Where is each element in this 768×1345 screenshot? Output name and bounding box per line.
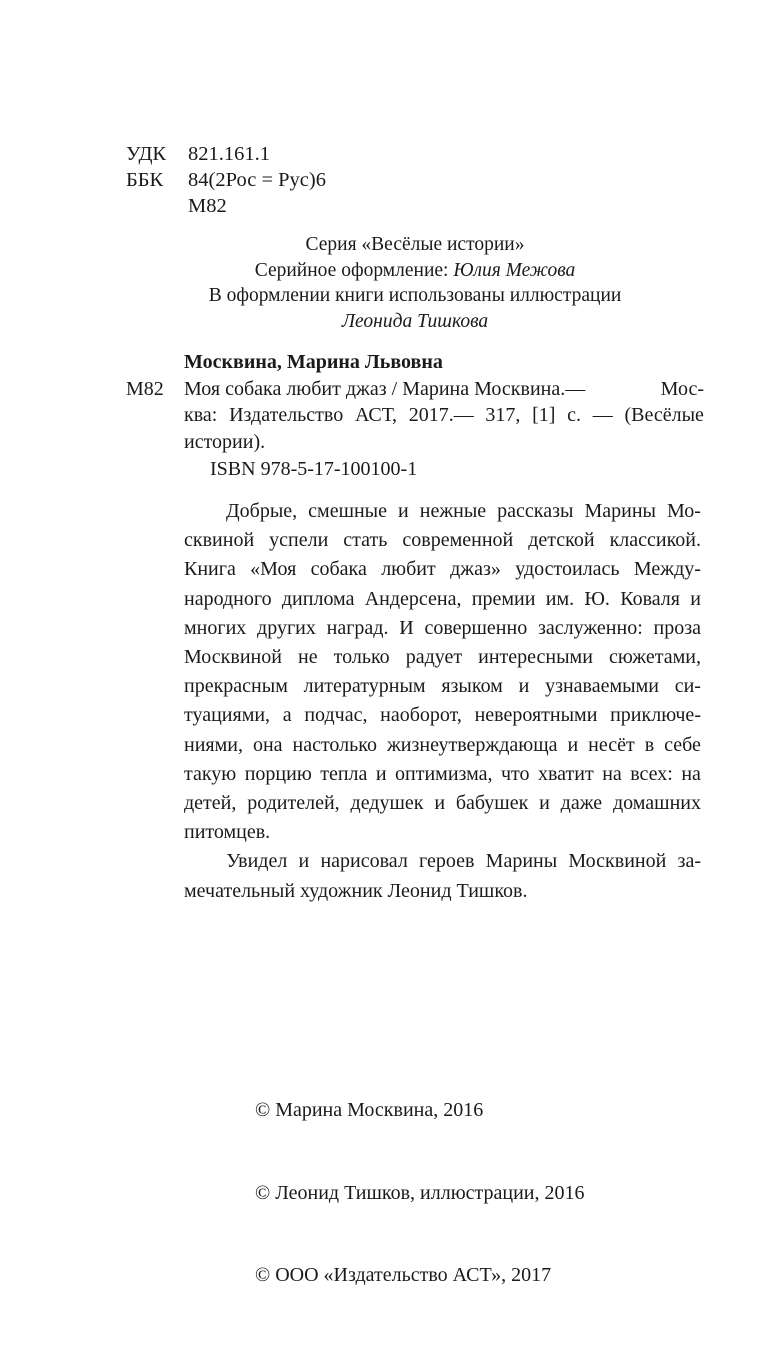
annotation-word: современной	[402, 529, 514, 552]
annotation-word: успели	[269, 529, 329, 552]
annotation-word: Книга	[184, 558, 236, 581]
annotation-word: наоборот,	[380, 704, 462, 727]
shelf-mark-biblio: М82	[126, 377, 164, 400]
annotation-word: сюжетами,	[608, 646, 701, 669]
annotation-word: си-	[674, 675, 701, 698]
annotation-word: подчас,	[304, 704, 368, 727]
annotation-word: и	[567, 733, 579, 756]
annotation-word: языком	[441, 675, 503, 698]
annotation-word: себе	[664, 733, 701, 756]
annotation-word: заслуженно:	[537, 616, 643, 639]
bibliographic-description	[126, 349, 704, 455]
annotation-word: ниями,	[184, 733, 243, 756]
illustrator-name: Леонида Тишкова	[341, 310, 489, 332]
annotation-line	[184, 789, 701, 818]
bbk-label: ББК	[126, 169, 164, 191]
annotation-word: «Моя	[250, 558, 297, 581]
annotation-word: бабушек	[455, 792, 529, 815]
annotation-word: только	[333, 646, 390, 669]
bbk-row	[126, 167, 326, 193]
annotation-word: Между-	[633, 558, 701, 581]
annotation-word: нежные	[419, 500, 487, 522]
annotation-word: всех:	[630, 762, 673, 785]
annotation-word: Ю.	[584, 587, 610, 610]
annotation-word: и	[690, 587, 701, 610]
annotation-word: оптимизма,	[395, 762, 493, 785]
annotation-word: жизнеутверждающа	[386, 733, 558, 756]
classification-block	[126, 141, 326, 219]
annotation-word: совершенно	[424, 616, 528, 639]
annotation-word: детской	[528, 529, 595, 552]
paragraph-indent	[184, 497, 215, 526]
annotation-line	[184, 760, 701, 789]
biblio-line-2-w6: [1]	[532, 404, 556, 426]
annotation-word: И	[399, 616, 414, 639]
bbk-value: 84(2Рос = Рус)6	[188, 169, 326, 191]
annotation-word: Добрые,	[226, 500, 298, 522]
biblio-line-2-w5: 317,	[485, 404, 521, 426]
annotation-word: такую	[184, 762, 237, 785]
annotation-word: нарисовал	[320, 850, 408, 873]
annotation-word: наград.	[326, 616, 389, 639]
copyright-illustrator: © Леонид Тишков, иллюстрации, 2016	[255, 1181, 585, 1204]
annotation-word: народного	[184, 587, 272, 610]
annotation-word: проза	[653, 616, 701, 639]
annotation-word: невероятными	[474, 704, 598, 727]
annotation-line	[184, 672, 701, 701]
biblio-line-2-w9: (Весёлые	[624, 404, 704, 426]
annotation-line	[184, 701, 701, 730]
shelf-mark-top: М82	[188, 195, 227, 217]
annotation-word: героев	[419, 850, 475, 873]
udc-value: 821.161.1	[188, 143, 270, 165]
annotation-word: на	[681, 762, 701, 785]
annotation-word: Андерсена,	[364, 587, 462, 610]
annotation-word: в	[644, 733, 655, 756]
annotation-word: Марины	[584, 500, 656, 522]
biblio-line-2-w8: —	[592, 404, 613, 426]
illustrations-note-line: В оформлении книги использованы иллюстрации	[208, 285, 622, 306]
annotation-word: и	[398, 500, 409, 522]
annotation-line	[184, 731, 701, 760]
series-design-prefix: Серийное оформление:	[254, 259, 454, 281]
annotation-line-last: мечательный художник Леонид Тишков.	[184, 879, 528, 902]
annotation-word: собака	[310, 558, 367, 581]
annotation-word: узнаваемыми	[545, 675, 659, 698]
annotation-word: и	[518, 675, 530, 698]
series-design-line	[126, 258, 704, 284]
annotation-word: Марины	[485, 850, 558, 873]
annotation-line	[184, 497, 701, 526]
annotation-word: настолько	[292, 733, 377, 756]
series-credits-block	[126, 232, 704, 334]
annotation-word: домашних	[612, 792, 701, 815]
annotation-word: и	[298, 850, 310, 873]
copyright-author: © Марина Москвина, 2016	[255, 1099, 484, 1121]
annotation-word: а	[282, 704, 292, 727]
annotation-paragraph-2	[184, 847, 701, 905]
series-title-line: Серия «Весёлые истории»	[305, 234, 525, 255]
annotation-word: и	[434, 792, 446, 815]
annotation-word: Москвиной	[184, 646, 282, 669]
biblio-body	[126, 376, 704, 456]
biblio-line-2-w1: ква:	[184, 404, 218, 426]
annotation-word: на	[602, 762, 622, 785]
biblio-line-2-w4: 2017.—	[408, 404, 474, 426]
biblio-line-3: истории).	[184, 430, 266, 453]
annotation-word: Коваля	[620, 587, 680, 610]
annotation-block	[184, 497, 701, 906]
annotation-word: многих	[184, 616, 247, 639]
biblio-line-2-w7: с.	[567, 404, 582, 426]
copyright-publisher: © ООО «Издательство АСТ», 2017	[255, 1264, 552, 1286]
annotation-word: и	[539, 792, 550, 815]
annotation-line-last: питомцев.	[184, 821, 271, 844]
annotation-word: удостоилась	[515, 558, 620, 581]
biblio-line-1-right: Мос-	[660, 377, 704, 400]
annotation-word: родителей,	[247, 792, 340, 815]
annotation-word: стать	[343, 529, 388, 552]
annotation-line	[184, 585, 701, 614]
paragraph-indent	[184, 847, 215, 876]
annotation-word: дедушек	[350, 792, 424, 815]
annotation-word: она	[252, 733, 283, 756]
annotation-word: и	[375, 762, 387, 785]
annotation-line	[184, 555, 701, 584]
annotation-word: детей,	[184, 792, 237, 815]
annotation-word: несёт	[588, 733, 635, 756]
annotation-word: порцию	[244, 762, 312, 785]
series-designer-name: Юлия Межова	[453, 259, 576, 281]
annotation-line	[184, 614, 701, 643]
annotation-word: даже	[560, 792, 603, 815]
annotation-word: что	[501, 762, 530, 785]
biblio-author: Москвина, Марина Львовна	[184, 351, 443, 373]
annotation-word: классикой.	[609, 529, 701, 552]
copyright-block	[255, 1042, 585, 1345]
annotation-word: Москвиной	[568, 850, 667, 873]
annotation-word: интересными	[478, 646, 593, 669]
annotation-word: туациями,	[184, 704, 271, 727]
annotation-line	[184, 847, 701, 876]
annotation-word: премии	[471, 587, 536, 610]
annotation-word: прекрасным	[184, 675, 288, 698]
annotation-word: рассказы	[497, 500, 574, 522]
annotation-word: других	[257, 616, 316, 639]
annotation-word: тепла	[320, 762, 368, 785]
biblio-line-1	[184, 376, 704, 403]
annotation-word: литературным	[303, 675, 426, 698]
annotation-line	[184, 643, 701, 672]
annotation-word: диплома	[281, 587, 355, 610]
biblio-line-2-w3: АСТ,	[354, 404, 397, 426]
annotation-word: радует	[405, 646, 463, 669]
annotation-word: им.	[545, 587, 575, 610]
annotation-word: Увидел	[226, 850, 288, 873]
annotation-word: за-	[677, 850, 701, 873]
annotation-word: Мо-	[666, 500, 701, 522]
annotation-word: хватит	[538, 762, 594, 785]
biblio-line-2-w2: Издательство	[229, 404, 344, 426]
biblio-line-1-left: Моя собака любит джаз / Марина Москвина.—	[184, 377, 586, 400]
udc-label: УДК	[126, 143, 167, 165]
udc-row	[126, 141, 326, 167]
biblio-line-2	[184, 402, 704, 429]
annotation-word: не	[297, 646, 318, 669]
annotation-line	[184, 526, 701, 555]
annotation-word: джаз»	[450, 558, 501, 581]
annotation-word: любит	[381, 558, 436, 581]
annotation-paragraph-1	[184, 497, 701, 847]
annotation-word: смешные	[308, 500, 387, 522]
annotation-word: приключе-	[610, 704, 701, 727]
isbn-line: ISBN 978-5-17-100100-1	[210, 458, 418, 480]
annotation-word: сквиной	[184, 529, 255, 552]
